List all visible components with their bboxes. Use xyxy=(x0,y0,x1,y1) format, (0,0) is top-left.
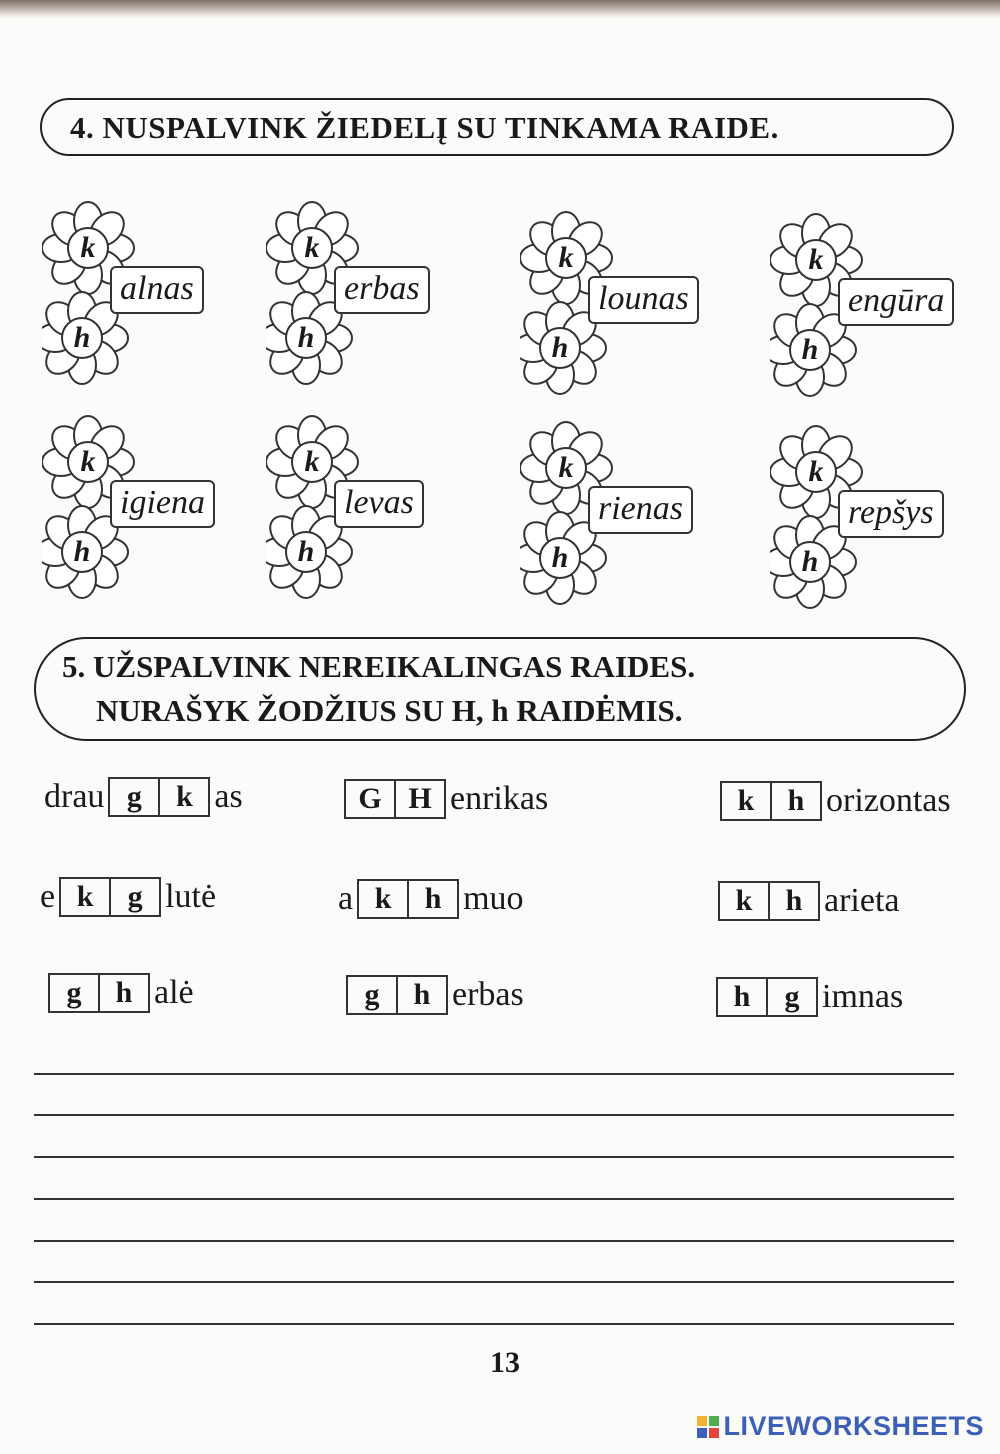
top-shadow-band xyxy=(0,0,1000,18)
word-suffix: erbas xyxy=(452,976,524,1013)
word-suffix: muo xyxy=(463,880,524,917)
writing-line[interactable] xyxy=(34,1323,954,1325)
word-suffix: arieta xyxy=(824,882,900,919)
letter-option[interactable]: k xyxy=(76,880,94,913)
word-label: levas xyxy=(334,480,424,528)
flower-pair xyxy=(770,208,1000,408)
flower-pair xyxy=(770,420,1000,620)
letter-choice-box xyxy=(716,977,818,1017)
letter-option[interactable]: g xyxy=(766,979,816,1015)
letter-option[interactable]: k xyxy=(374,882,392,915)
letter-option[interactable]: k xyxy=(158,779,208,815)
letter-choice-box xyxy=(48,973,150,1013)
letter-choice-word xyxy=(44,774,243,820)
flower-letter-bottom[interactable]: h xyxy=(801,545,819,578)
letter-option[interactable]: g xyxy=(126,780,142,813)
liveworksheets-logo-icon xyxy=(697,1416,719,1438)
word-label: alnas xyxy=(110,266,204,314)
flower-letter-bottom[interactable]: h xyxy=(73,535,91,568)
letter-choice-word xyxy=(712,974,903,1020)
word-prefix: drau xyxy=(44,778,105,815)
flower-pair xyxy=(266,196,506,396)
letter-option[interactable]: G xyxy=(358,782,382,815)
word-prefix: e xyxy=(40,878,56,915)
exercise-4-heading xyxy=(40,98,954,156)
exercise-5-heading-line2: NURAŠYK ŽODŽIUS SU H, h RAIDĖMIS. xyxy=(96,693,683,728)
letter-choice-box xyxy=(59,877,161,917)
flower-letter-top[interactable]: k xyxy=(304,231,320,264)
letter-choice-box xyxy=(718,881,820,921)
letter-option[interactable]: h xyxy=(770,783,820,819)
word-label: engūra xyxy=(838,278,954,326)
writing-line[interactable] xyxy=(34,1281,954,1283)
letter-option[interactable]: H xyxy=(394,781,444,817)
flower-letter-top[interactable]: k xyxy=(304,445,320,478)
word-label: rienas xyxy=(588,486,693,534)
flower-letter-top[interactable]: k xyxy=(80,445,96,478)
flower-letter-top[interactable]: k xyxy=(808,243,824,276)
flower-letter-top[interactable]: k xyxy=(558,241,574,274)
flower-letter-top[interactable]: k xyxy=(808,455,824,488)
exercise-5-heading xyxy=(34,637,966,741)
letter-choice-box xyxy=(357,879,459,919)
word-label: repšys xyxy=(838,490,944,538)
letter-option[interactable]: k xyxy=(737,784,755,817)
word-suffix: as xyxy=(214,778,243,815)
word-suffix: enrikas xyxy=(450,780,549,817)
flower-pair xyxy=(42,410,282,610)
flower-letter-bottom[interactable]: h xyxy=(73,321,91,354)
flower-letter-bottom[interactable]: h xyxy=(551,331,569,364)
exercise-5-heading-line1: 5. UŽSPALVINK NEREIKALINGAS RAIDES. xyxy=(62,649,696,684)
flower-pair xyxy=(520,206,760,406)
word-label: erbas xyxy=(334,266,430,314)
flower-letter-bottom[interactable]: h xyxy=(297,321,315,354)
flower-letter-bottom[interactable]: h xyxy=(297,535,315,568)
writing-line[interactable] xyxy=(34,1156,954,1158)
letter-choice-word xyxy=(340,776,548,822)
writing-line[interactable] xyxy=(34,1114,954,1116)
flower-pair xyxy=(266,410,506,610)
letter-option[interactable]: g xyxy=(66,976,82,1009)
word-suffix: alė xyxy=(154,974,194,1011)
letter-option[interactable]: h xyxy=(407,881,457,917)
letter-choice-box xyxy=(108,777,210,817)
letter-option[interactable]: h xyxy=(98,975,148,1011)
letter-choice-box xyxy=(720,781,822,821)
word-suffix: lutė xyxy=(165,878,217,915)
writing-line[interactable] xyxy=(34,1198,954,1200)
flower-letter-top[interactable]: k xyxy=(558,451,574,484)
letter-option[interactable]: g xyxy=(364,978,380,1011)
flower-letter-bottom[interactable]: h xyxy=(551,541,569,574)
brand-text: LIVEWORKSHEETS xyxy=(723,1411,984,1441)
letter-choice-word xyxy=(714,878,900,924)
letter-choice-box xyxy=(346,975,448,1015)
liveworksheets-brand xyxy=(697,1411,984,1442)
word-suffix: imnas xyxy=(822,978,904,1015)
letter-choice-word xyxy=(40,874,216,920)
letter-option[interactable]: h xyxy=(768,883,818,919)
writing-line[interactable] xyxy=(34,1073,954,1075)
letter-choice-word xyxy=(44,970,194,1016)
letter-option[interactable]: g xyxy=(109,879,159,915)
flower-letter-top[interactable]: k xyxy=(80,231,96,264)
word-suffix: orizontas xyxy=(826,782,951,819)
writing-line[interactable] xyxy=(34,1240,954,1242)
flower-letter-bottom[interactable]: h xyxy=(801,333,819,366)
word-label: lounas xyxy=(588,276,699,324)
letter-choice-word xyxy=(716,778,951,824)
letter-option[interactable]: h xyxy=(733,980,751,1013)
letter-choice-box xyxy=(344,779,446,819)
flower-pair xyxy=(42,196,282,396)
letter-choice-word xyxy=(342,972,524,1018)
exercise-4-heading-text: 4. NUSPALVINK ŽIEDELĮ SU TINKAMA RAIDE. xyxy=(70,110,779,145)
letter-option[interactable]: k xyxy=(735,884,753,917)
word-label: igiena xyxy=(110,480,215,528)
page-number: 13 xyxy=(490,1346,520,1379)
flower-pair xyxy=(520,416,760,616)
word-prefix: a xyxy=(338,880,354,917)
letter-choice-word xyxy=(338,876,524,922)
letter-option[interactable]: h xyxy=(396,977,446,1013)
